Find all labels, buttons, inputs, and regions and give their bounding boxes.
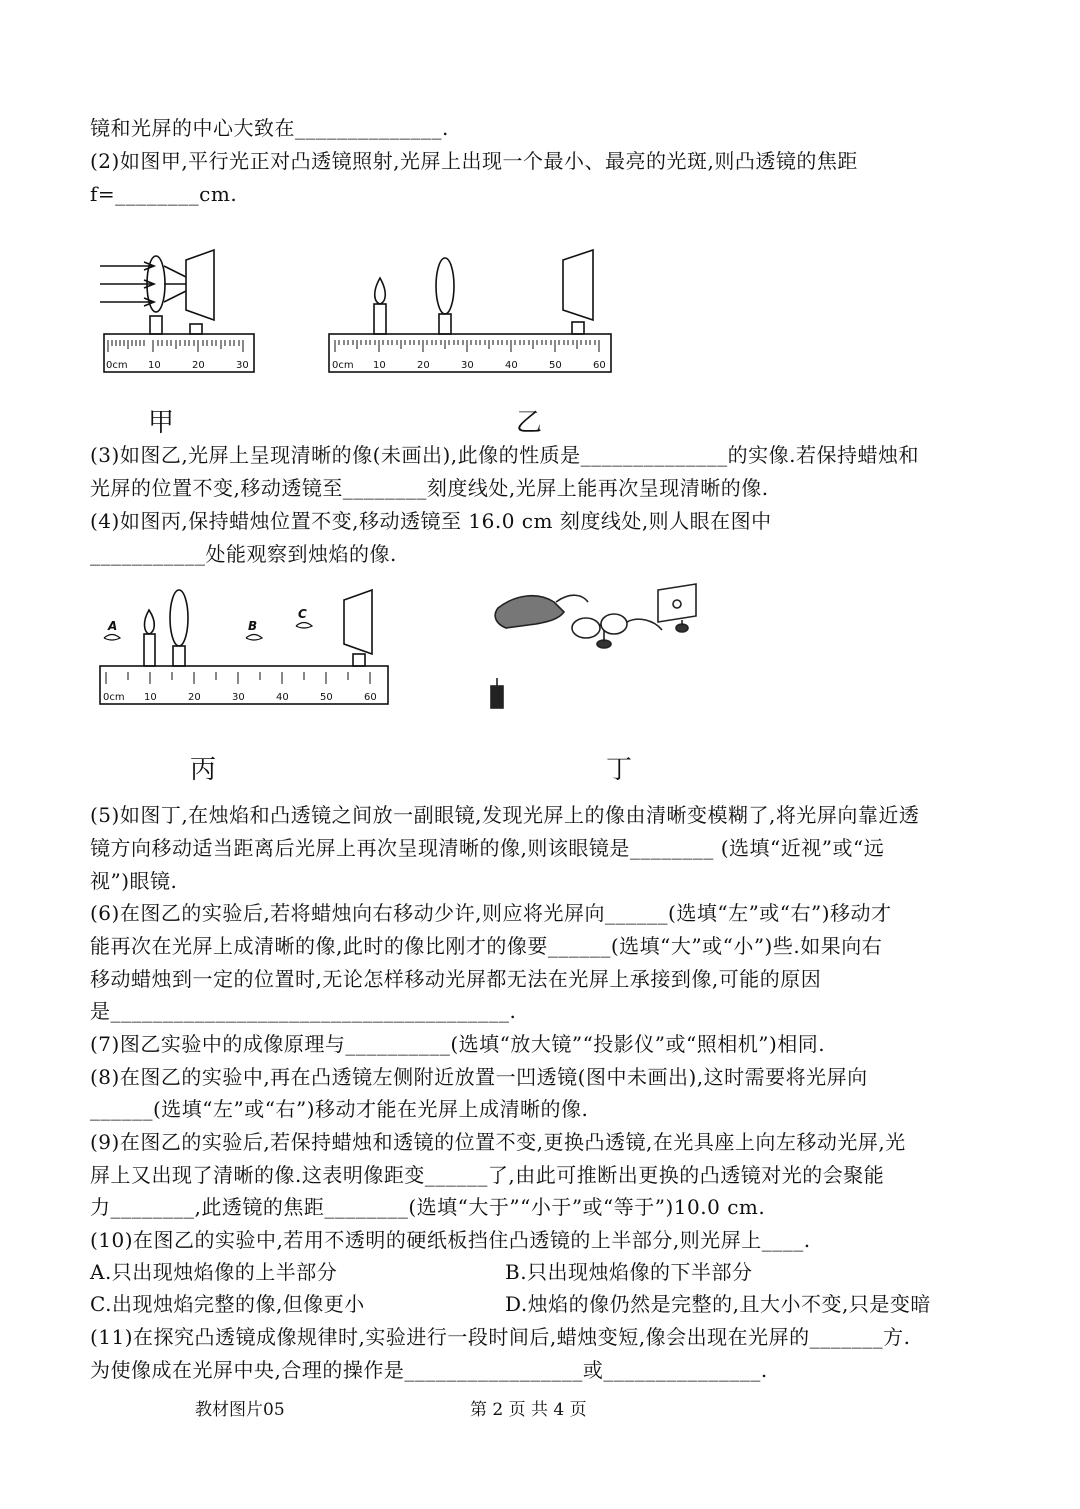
text-line: 力________,此透镜的焦距________(选填“大于”“小于”或“等于”)10.0 cm. — [90, 1195, 766, 1219]
eye-icon — [296, 623, 312, 629]
ruler-label: 30 — [461, 360, 474, 371]
ruler-label: 30 — [236, 360, 249, 371]
caption-jia: 甲 — [148, 408, 175, 438]
page-number: 第 2 页 共 4 页 — [470, 1400, 587, 1420]
ruler-ticks — [108, 340, 243, 352]
text-line: 能再次在光屏上成清晰的像,此时的像比刚才的像要______(选填“大”或“小”)些.如果向右 — [90, 934, 883, 958]
footer-source: 教材图片05 — [195, 1400, 285, 1420]
figure-ding — [486, 580, 706, 715]
ruler-label: 60 — [593, 360, 606, 371]
text-line: (6)在图乙的实验后,若将蜡烛向右移动少许,则应将光屏向______(选填“左”或“右”)移动才 — [90, 901, 892, 925]
ruler-label: 50 — [549, 360, 562, 371]
text-line: 移动蜡烛到一定的位置时,无论怎样移动光屏都无法在光屏上承接到像,可能的原因 — [90, 967, 822, 991]
ruler-label: 40 — [505, 360, 518, 371]
text-line: 是______________________________________. — [90, 999, 517, 1023]
ruler-label: 0cm — [106, 360, 128, 371]
text-line: (4)如图丙,保持蜡烛位置不变,移动透镜至 16.0 cm 刻度线处,则人眼在图中 — [90, 509, 772, 533]
ruler-label: 50 — [320, 692, 333, 703]
text-line: (9)在图乙的实验后,若保持蜡烛和透镜的位置不变,更换凸透镜,在光具座上向左移动光屏,光 — [90, 1130, 906, 1154]
ruler-label: 30 — [232, 692, 245, 703]
option-c: C.出现烛焰完整的像,但像更小 — [90, 1292, 365, 1316]
candle-icon — [491, 686, 503, 708]
text-line: 屏上又出现了清晰的像.这表明像距变______了,由此可推断出更换的凸透镜对光的会聚能 — [90, 1163, 885, 1187]
ruler-label: 10 — [373, 360, 386, 371]
text-line: (5)如图丁,在烛焰和凸透镜之间放一副眼镜,发现光屏上的像由清晰变模糊了,将光屏向靠近透 — [90, 803, 920, 827]
text-line: 视”)眼镜. — [90, 869, 178, 893]
option-a: A.只出现烛焰像的上半部分 — [90, 1260, 338, 1284]
ruler-label: 20 — [188, 692, 201, 703]
text-line: (2)如图甲,平行光正对凸透镜照射,光屏上出现一个最小、最亮的光斑,则凸透镜的焦距 — [90, 149, 858, 173]
figure-yi — [325, 248, 620, 378]
ruler-label: 10 — [148, 360, 161, 371]
text-line: 镜方向移动适当距离后光屏上再次呈现清晰的像,则该眼镜是________ (选填“近视”或“远 — [90, 836, 885, 860]
ruler-label: 20 — [192, 360, 205, 371]
ruler-label: 0cm — [332, 360, 354, 371]
eye-label-b: B — [248, 619, 258, 633]
eye-label-a: A — [108, 619, 118, 633]
option-b: B.只出现烛焰像的下半部分 — [505, 1260, 753, 1284]
caption-bing: 丙 — [190, 755, 217, 785]
caption-ding: 丁 — [606, 755, 633, 785]
text-line: ______(选填“左”或“右”)移动才能在光屏上成清晰的像. — [90, 1097, 589, 1121]
hand-icon — [495, 596, 564, 628]
ruler-label: 60 — [364, 692, 377, 703]
text-line: (8)在图乙的实验中,再在凸透镜左侧附近放置一凹透镜(图中未画出),这时需要将光屏向 — [90, 1065, 868, 1089]
eye-icon — [246, 635, 262, 641]
text-line: (7)图乙实验中的成像原理与__________(选填“放大镜”“投影仪”或“照相机”)相同. — [90, 1032, 826, 1056]
ruler-label: 10 — [144, 692, 157, 703]
text-line: f=________cm. — [90, 182, 238, 206]
text-line: 光屏的位置不变,移动透镜至________刻度线处,光屏上能再次呈现清晰的像. — [90, 476, 769, 500]
text-line: (11)在探究凸透镜成像规律时,实验进行一段时间后,蜡烛变短,像会出现在光屏的_______方. — [90, 1325, 911, 1349]
text-line: (10)在图乙的实验中,若用不透明的硬纸板挡住凸透镜的上半部分,则光屏上____. — [90, 1228, 811, 1252]
text-line: 为使像成在光屏中央,合理的操作是_________________或_______________. — [90, 1358, 768, 1382]
figure-jia — [100, 248, 260, 378]
text-line: ___________处能观察到烛焰的像. — [90, 542, 397, 566]
ruler-label: 0cm — [103, 692, 125, 703]
caption-yi: 乙 — [516, 408, 543, 438]
figure-bing — [96, 588, 396, 713]
text-line: 镜和光屏的中心大致在______________. — [90, 116, 449, 140]
ruler-label: 40 — [276, 692, 289, 703]
eye-label-c: C — [298, 607, 307, 621]
option-d: D.烛焰的像仍然是完整的,且大小不变,只是变暗 — [505, 1292, 931, 1316]
ruler-label: 20 — [417, 360, 430, 371]
text-line: (3)如图乙,光屏上呈现清晰的像(未画出),此像的性质是______________的实像.若保持蜡烛和 — [90, 443, 920, 467]
candle-flame — [375, 278, 386, 304]
eye-icon — [104, 635, 120, 641]
